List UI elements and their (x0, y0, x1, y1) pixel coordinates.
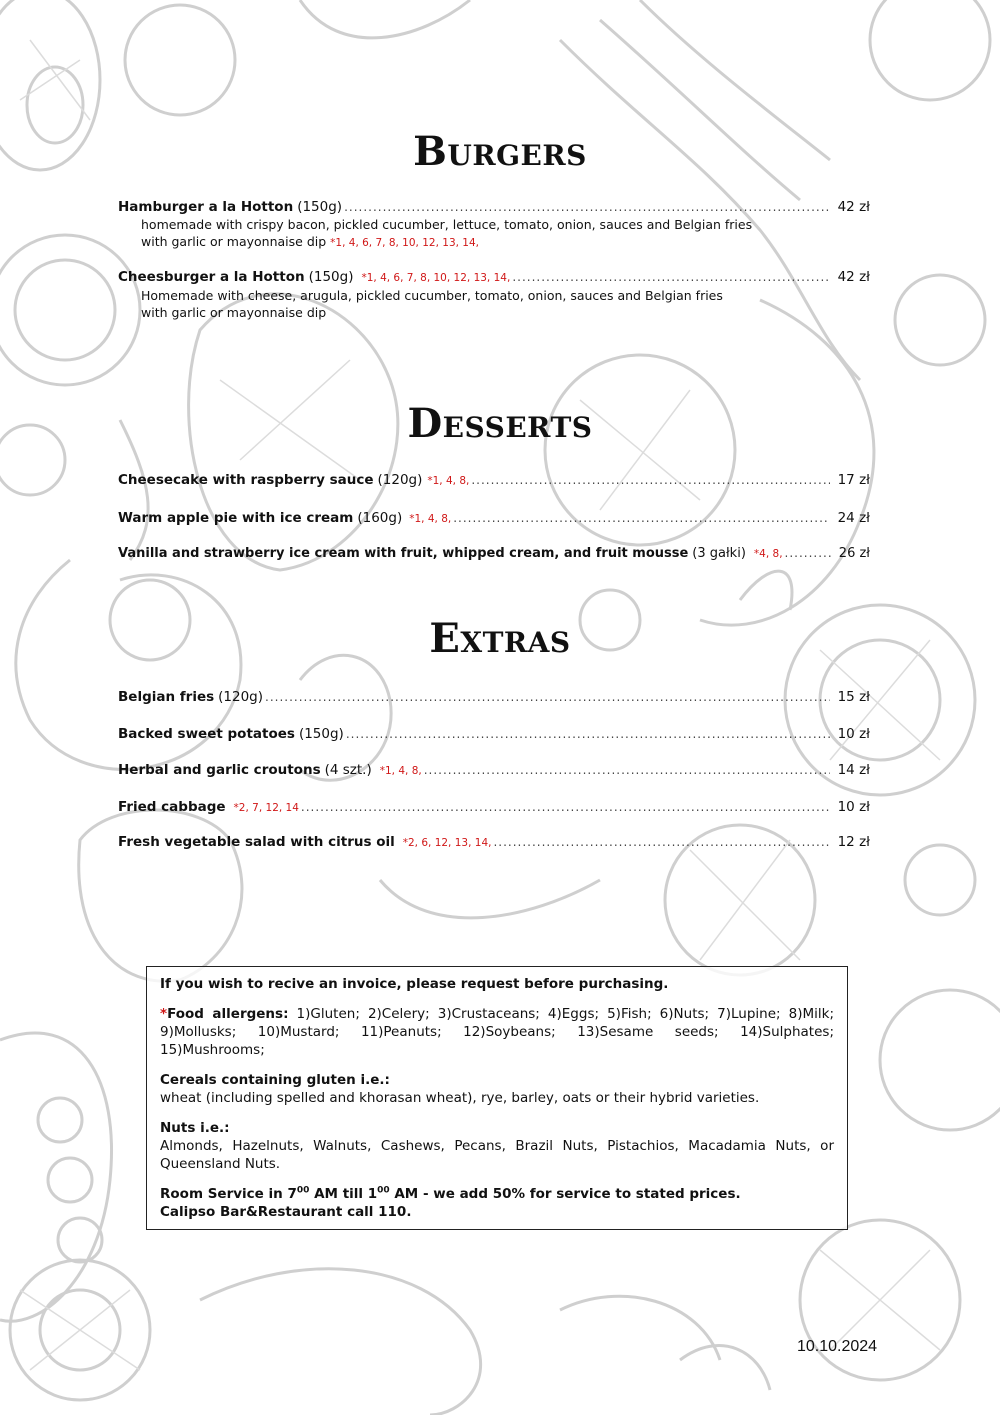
item-price: 17 zł (837, 472, 870, 488)
allergen-marker: *1, 4, 8, (409, 513, 452, 525)
allergens-legend (160, 1005, 834, 1059)
dot-leader (424, 761, 830, 779)
menu-item-cheesburger (118, 268, 870, 321)
item-name: Cheesburger a la Hotton (118, 269, 305, 285)
nuts-title: Nuts i.e.: (160, 1120, 230, 1136)
item-description-line (141, 216, 870, 233)
section-heading-desserts: Desserts (407, 400, 593, 447)
menu-item-row (118, 268, 870, 287)
item-price: 10 zł (837, 726, 870, 742)
allergen-list: 1, 4, 8, (432, 475, 470, 487)
dot-leader (265, 688, 830, 706)
allergen-marker: *4, 8, (753, 548, 783, 560)
item-description-line (141, 304, 870, 321)
cereals-note (160, 1071, 834, 1107)
room-service-text: Room Service in 7 (160, 1186, 297, 1202)
room-service-sup: 00 (296, 1185, 310, 1196)
nuts-text: Almonds, Hazelnuts, Walnuts, Cashews, Pecans, Brazil Nuts, Pistachios, Macadamia Nuts, or Queensland Nuts. (160, 1138, 834, 1172)
allergen-list: 2, 7, 12, 14 (238, 802, 299, 814)
item-price: 42 zł (837, 199, 870, 215)
item-name: Backed sweet potatoes (118, 726, 295, 742)
allergen-list: 1, 4, 8, (414, 513, 452, 525)
section-heading-burgers: Burgers (413, 128, 587, 175)
dot-leader (471, 471, 829, 489)
item-description-line (141, 287, 870, 304)
item-price: 14 zł (837, 762, 870, 778)
allergen-list: 1, 4, 8, (384, 765, 422, 777)
allergen-list: 1, 4, 6, 7, 8, 10, 12, 13, 14, (335, 237, 479, 249)
item-size: (120g) (377, 472, 423, 488)
item-price: 42 zł (837, 269, 870, 285)
section-heading-extras: Extras (429, 615, 571, 662)
menu-item-row (118, 798, 870, 817)
dot-leader (344, 198, 830, 216)
item-size: (150g) (297, 199, 343, 215)
item-size: (150g) (298, 726, 344, 742)
allergen-marker: *1, 4, 6, 7, 8, 10, 12, 13, 14, (330, 237, 479, 249)
description-text: homemade with crispy bacon, pickled cucumber, lettuce, tomato, onion, sauces and Belgian fries (141, 217, 753, 232)
item-name: Fried cabbage (118, 799, 226, 815)
description-text: Homemade with cheese, arugula, pickled cucumber, tomato, onion, sauces and Belgian fries (141, 288, 723, 303)
menu-item-row (118, 761, 870, 780)
menu-item-row (118, 471, 870, 490)
item-size: (160g) (357, 510, 403, 526)
item-name: Hamburger a la Hotton (118, 199, 294, 215)
allergen-list: 4, 8, (759, 548, 783, 560)
info-box (146, 966, 848, 1230)
item-name: Belgian fries (118, 689, 215, 705)
item-name: Herbal and garlic croutons (118, 762, 321, 778)
menu-item-croutons (118, 761, 870, 780)
menu-item-row (118, 688, 870, 706)
menu-item-row (118, 509, 870, 528)
item-price: 12 zł (837, 834, 870, 850)
dot-leader (512, 268, 829, 286)
item-name: Vanilla and strawberry ice cream with fruit, whipped cream, and fruit mousse (118, 546, 689, 561)
item-description-line (141, 233, 870, 252)
menu-item-row (118, 725, 870, 743)
menu-item-hamburger (118, 198, 870, 252)
menu-item-row (118, 198, 870, 216)
description-text: with garlic or mayonnaise dip (141, 234, 327, 249)
item-name: Fresh vegetable salad with citrus oil (118, 834, 395, 850)
menu-item-belgian-fries (118, 688, 870, 706)
menu-item-vegetable-salad (118, 833, 870, 852)
call-text: Calipso Bar&Restaurant call 110. (160, 1204, 412, 1220)
invoice-text: If you wish to recive an invoice, please request before purchasing. (160, 976, 669, 992)
allergen-marker: *2, 6, 12, 13, 14, (402, 837, 492, 849)
item-price: 15 zł (837, 689, 870, 705)
description-text: with garlic or mayonnaise dip (141, 305, 327, 320)
allergen-marker: *1, 4, 8, (379, 765, 422, 777)
dot-leader (785, 544, 831, 562)
dot-leader (493, 833, 829, 851)
allergen-list: 1, 4, 6, 7, 8, 10, 12, 13, 14, (366, 272, 511, 284)
room-service-text: AM till 1 (309, 1186, 378, 1202)
menu-item-row (118, 544, 870, 563)
allergen-star: * (160, 1006, 168, 1022)
room-service-note (160, 1185, 834, 1221)
allergens-title: Food allergens: (167, 1006, 289, 1022)
menu-item-ice-cream (118, 544, 870, 563)
menu-item-row (118, 833, 870, 852)
invoice-note (160, 975, 834, 993)
menu-date: 10.10.2024 (797, 1338, 878, 1355)
dot-leader (301, 798, 830, 816)
allergens-text: 1)Gluten; 2)Celery; 3)Crustaceans; 4)Eggs; 5)Fish; 6)Nuts; 7)Lupine; 8)Milk; 9)Mollusks; 10)Mustard; 11)Peanuts; 12)Soybeans; 13)Sesame seeds; 14)Sulphates; 15)Mushrooms; (160, 1006, 834, 1058)
allergen-list: 2, 6, 12, 13, 14, (407, 837, 492, 849)
item-size: (3 gałki) (692, 546, 746, 561)
menu-item-cheesecake (118, 471, 870, 490)
room-service-sup: 00 (377, 1185, 390, 1196)
item-price: 10 zł (837, 799, 870, 815)
dot-leader (346, 725, 830, 743)
cereals-title: Cereals containing gluten i.e.: (160, 1072, 390, 1088)
allergen-marker: *2, 7, 12, 14 (233, 802, 299, 814)
item-size: (4 szt.) (324, 762, 372, 778)
item-size: (120g) (218, 689, 264, 705)
allergen-marker: *1, 4, 8, (427, 475, 470, 487)
nuts-note (160, 1119, 834, 1173)
item-price: 24 zł (837, 510, 870, 526)
menu-item-sweet-potatoes (118, 725, 870, 743)
cereals-text: wheat (including spelled and khorasan wheat), rye, barley, oats or their hybrid varieties. (160, 1090, 760, 1106)
dot-leader (453, 509, 829, 527)
room-service-text: AM - we add 50% for service to stated prices. (389, 1186, 741, 1202)
item-name: Warm apple pie with ice cream (118, 510, 354, 526)
item-name: Cheesecake with raspberry sauce (118, 472, 374, 488)
menu-item-fried-cabbage (118, 798, 870, 817)
item-price: 26 zł (838, 546, 870, 561)
allergen-marker: *1, 4, 6, 7, 8, 10, 12, 13, 14, (361, 272, 511, 284)
item-size: (150g) (308, 269, 354, 285)
menu-item-apple-pie (118, 509, 870, 528)
